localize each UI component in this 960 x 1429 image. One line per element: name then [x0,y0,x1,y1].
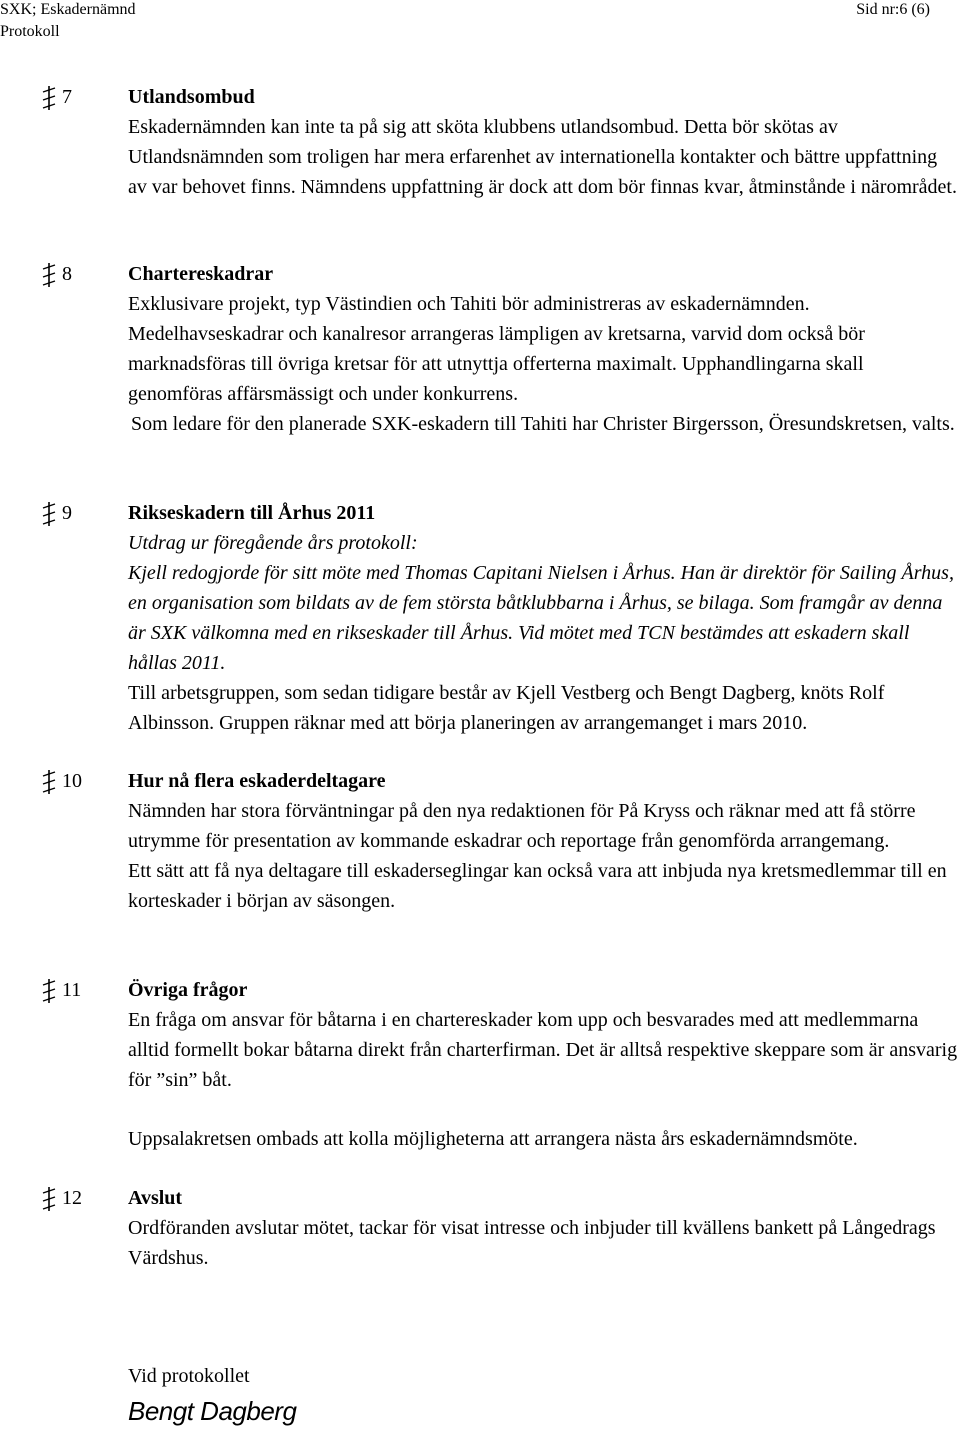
section-number: 12 [62,1187,82,1209]
section-body [128,1213,960,1273]
section-title: Övriga frågor [128,979,248,1001]
section-10 [40,766,960,916]
section-heading [40,766,960,796]
section-heading [40,259,960,289]
section-body [128,528,960,738]
section-8 [40,259,960,439]
section-title: Utlandsombud [128,86,255,108]
header-subtitle: Protokoll [0,23,60,40]
section-heading [40,498,960,528]
signature-block [128,1361,296,1427]
section-mark-icon [40,978,58,1004]
paragraph: Eskadernämnden kan inte ta på sig att sköta klubbens utlandsombud. Detta bör skötas av Utlandsnämnden som troligen har mera erfarenhet av internationella kontakter och bättre uppfattning av var behovet finns. Nämndens uppfattning är dock att dom bör finnas kvar, åtminstånde i närområdet. [128,116,957,198]
section-title: Chartereskadrar [128,263,274,285]
signature-label: Vid protokollet [128,1365,250,1387]
paragraph: Exklusivare projekt, typ Västindien och Tahiti bör administreras av eskadernämnden. [128,293,810,315]
paragraph: En fråga om ansvar för båtarna i en chartereskader kom upp och besvarades med att medlemmarna alltid formellt bokar båtarna direkt från charterfirman. Det är alltså respektive skeppare som är ansvarig för ”sin” båt. [128,1009,958,1091]
section-number: 11 [62,979,82,1001]
section-11 [40,975,960,1154]
section-mark-icon [40,262,58,288]
section-title: Avslut [128,1187,183,1209]
section-body [128,1005,960,1154]
section-heading [40,975,960,1005]
section-mark-icon [40,501,58,527]
paragraph: Uppsalakretsen ombads att kolla möjligheterna att arrangera nästa års eskadernämndsmöte. [128,1128,858,1150]
section-mark-icon [40,1186,58,1212]
section-title: Rikseskadern till Århus 2011 [128,502,376,524]
section-mark-icon [40,85,58,111]
section-9 [40,498,960,738]
section-body [128,112,960,202]
quoted-paragraph: Kjell redogjorde för sitt möte med Thomas Capitani Nielsen i Århus. Han är direktör för Sailing Århus, en organisation som bildats av de fem största båtklubbarna i Århus, se bilaga. Som framgår av denna är SXK välkomna med en rikseskader till Århus. Vid mötet med TCN bestämdes att eskadern skall hållas 2011. [128,562,954,674]
section-7 [40,82,960,202]
signature-name: Bengt Dagberg [128,1396,297,1426]
quoted-heading: Utdrag ur föregående års protokoll: [128,532,418,554]
section-heading [40,1183,960,1213]
section-mark-icon [40,769,58,795]
section-number: 8 [62,263,72,285]
section-number: 7 [62,86,72,108]
header-page-number: Sid nr:6 (6) [856,1,930,18]
paragraph: Ett sätt att få nya deltagare till eskaderseglingar kan också vara att inbjuda nya kretsmedlemmar till en korteskader i början av säsongen. [128,860,947,912]
section-number: 9 [62,502,72,524]
section-body [128,796,960,916]
paragraph: Till arbetsgruppen, som sedan tidigare består av Kjell Vestberg och Bengt Dagberg, knöts Rolf Albinsson. Gruppen räknar med att börja planeringen av arrangemanget i mars 2010. [128,682,885,734]
section-body [128,289,960,439]
paragraph: Nämnden har stora förväntningar på den nya redaktionen för På Kryss och räknar med att få större utrymme för presentation av kommande eskadrar och reportage från genomförda arrangemang. [128,800,916,852]
section-heading [40,82,960,112]
section-number: 10 [62,770,82,792]
paragraph-gap [128,1095,960,1124]
paragraph: Ordföranden avslutar mötet, tackar för visat intresse och inbjuder till kvällens bankett på Långedrags Värdshus. [128,1217,936,1269]
section-12 [40,1183,960,1273]
header-title: SXK; Eskadernämnd [0,1,136,18]
paragraph: Medelhavseskadrar och kanalresor arrangeras lämpligen av kretsarna, varvid dom också bör marknadsföras till övriga kretsar för att utnyttja offerterna maximalt. Upphandlingarna skall genomföras affärsmässigt och under konkurrens. [128,323,865,405]
section-title: Hur nå flera eskaderdeltagare [128,770,386,792]
paragraph: Som ledare för den planerade SXK-eskadern till Tahiti har Christer Birgersson, Öresundskretsen, valts. [131,413,955,435]
